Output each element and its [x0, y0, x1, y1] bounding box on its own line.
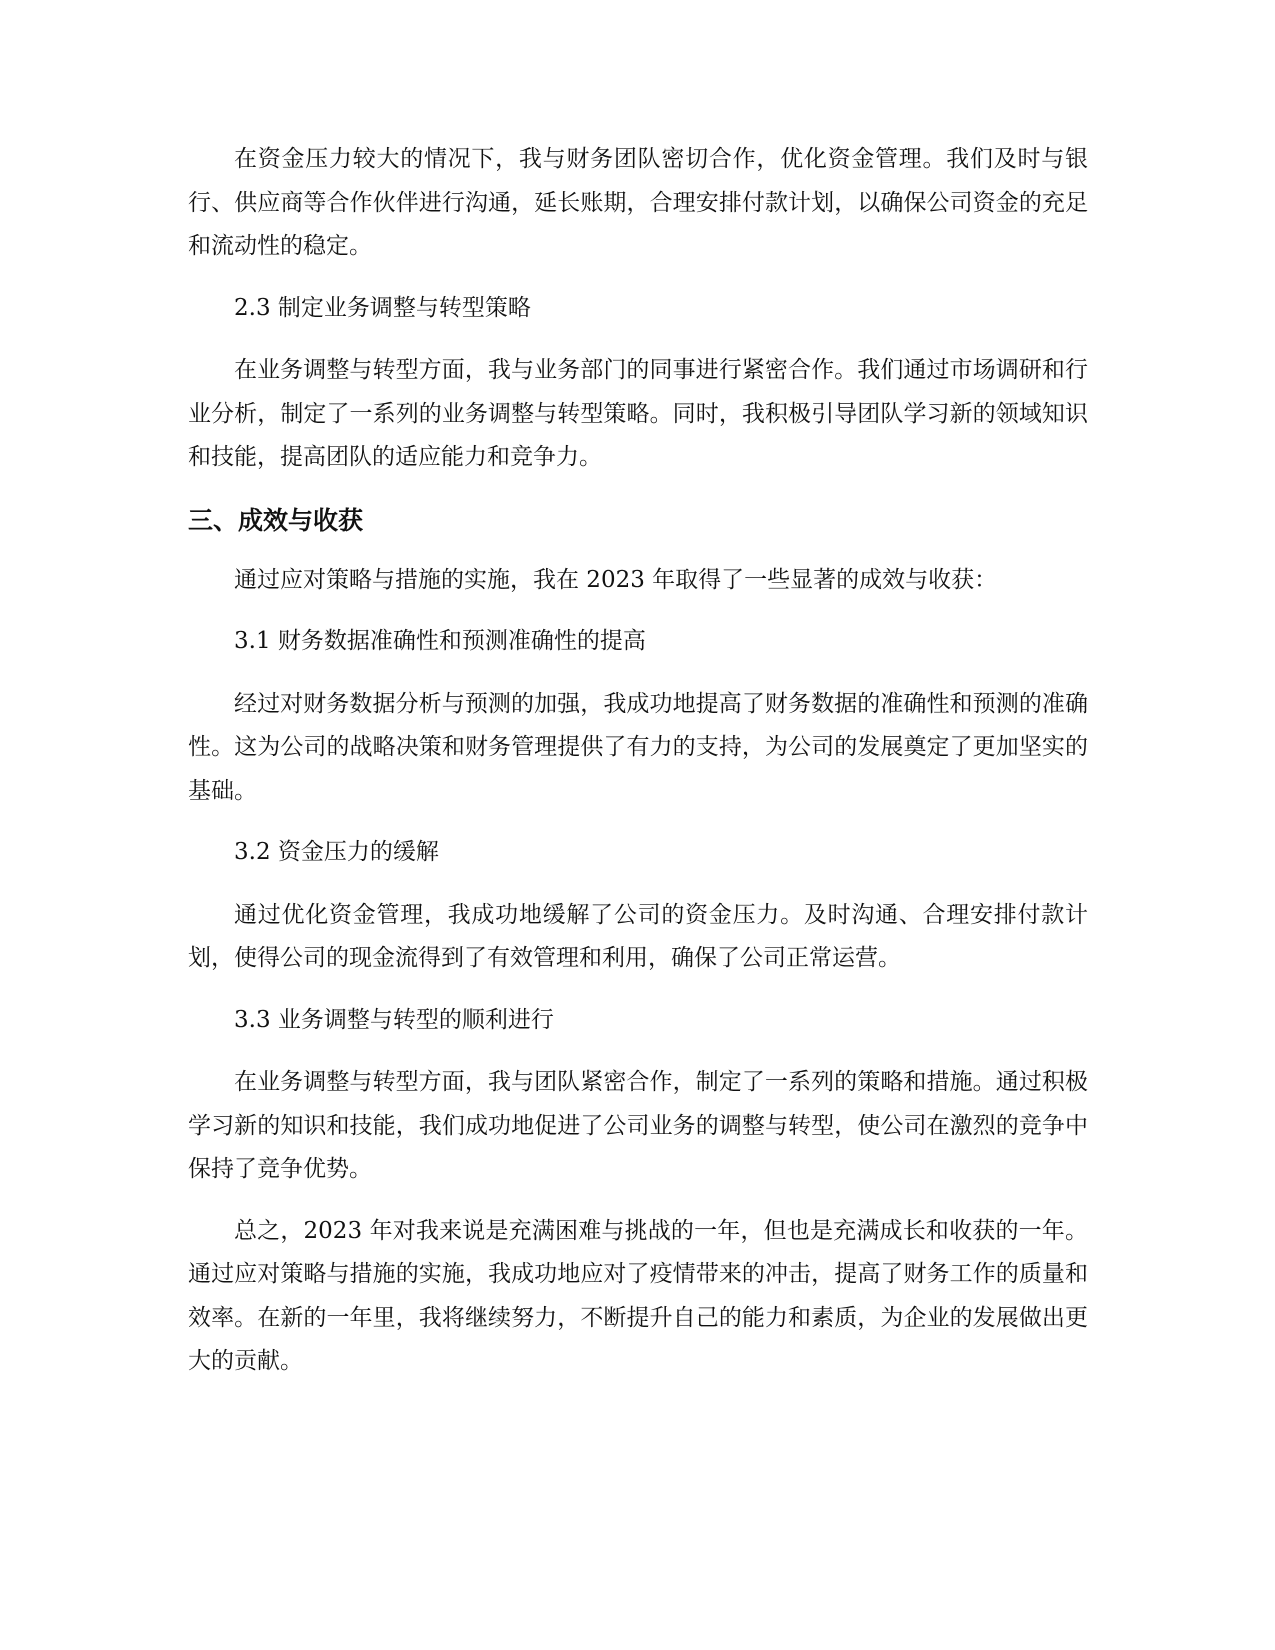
subheading-3-2: 3.2 资金压力的缓解: [234, 839, 439, 865]
subheading-3-3: 3.3 业务调整与转型的顺利进行: [234, 1006, 554, 1033]
paragraph-conclusion: 总之，2023 年对我来说是充满困难与挑战的一年，但也是充满成长和收获的一年。通过应对策略与措施的实施，我成功地应对了疫情带来的冲击，提高了财务工作的质量和效率。在新的一年里，我将继续努力，不断提升自己的能力和素质，为企业的发展做出更大的贡献。: [188, 1217, 1088, 1374]
paragraph-business-transformation: 在业务调整与转型方面，我与团队紧密合作，制定了一系列的策略和措施。通过积极学习新的知识和技能，我们成功地促进了公司业务的调整与转型，使公司在激烈的竞争中保持了竞争优势。: [188, 1069, 1088, 1182]
document-body: [188, 138, 1088, 1402]
section-heading-results: 三、成效与收获: [188, 505, 364, 535]
paragraph-results-intro: 通过应对策略与措施的实施，我在 2023 年取得了一些显著的成效与收获：: [234, 566, 998, 593]
subheading-3-1: 3.1 财务数据准确性和预测准确性的提高: [234, 628, 646, 654]
paragraph-funding-relief: 通过优化资金管理，我成功地缓解了公司的资金压力。及时沟通、合理安排付款计划，使得公司的现金流得到了有效管理和利用，确保了公司正常运营。: [188, 901, 1088, 971]
paragraph-data-accuracy: 经过对财务数据分析与预测的加强，我成功地提高了财务数据的准确性和预测的准确性。这为公司的战略决策和财务管理提供了有力的支持，为公司的发展奠定了更加坚实的基础。: [188, 690, 1088, 804]
paragraph-business-strategy: 在业务调整与转型方面，我与业务部门的同事进行紧密合作。我们通过市场调研和行业分析，制定了一系列的业务调整与转型策略。同时，我积极引导团队学习新的领域知识和技能，提高团队的适应能力和竞争力。: [188, 357, 1088, 470]
subheading-2-3: 2.3 制定业务调整与转型策略: [234, 294, 531, 321]
paragraph-funding-management: 在资金压力较大的情况下，我与财务团队密切合作，优化资金管理。我们及时与银行、供应商等合作伙伴进行沟通，延长账期，合理安排付款计划，以确保公司资金的充足和流动性的稳定。: [188, 146, 1088, 259]
